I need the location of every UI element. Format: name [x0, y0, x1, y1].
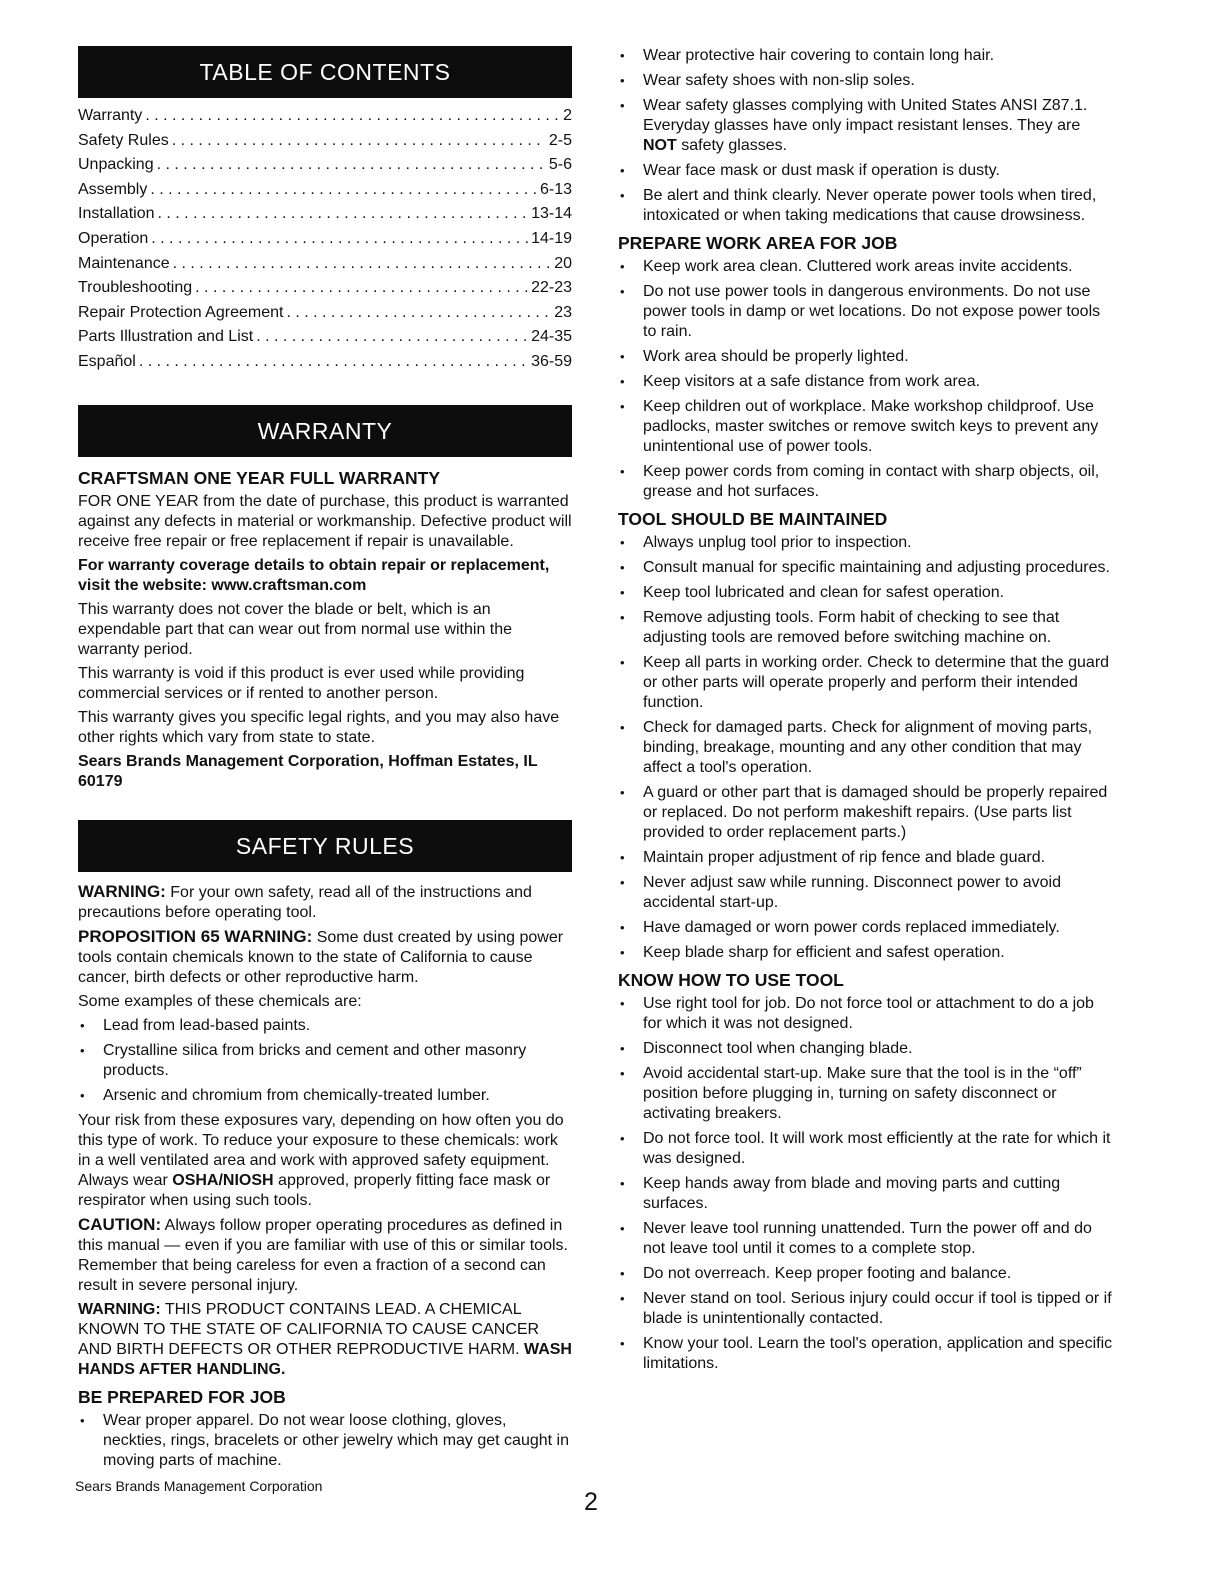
toc-entry-label: Operation — [78, 229, 149, 247]
toc-entry-label: Parts Illustration and List — [78, 328, 254, 346]
toc-entry — [78, 301, 572, 326]
warranty-paragraph-3: This warranty does not cover the blade or belt, which is an expendable part that can wear out from normal use within the warranty period. — [78, 600, 513, 658]
list-item: • Arsenic and chromium from chemically-treated lumber. — [78, 1086, 572, 1106]
caution-paragraph — [78, 1215, 572, 1296]
list-item — [618, 96, 1113, 156]
toc-entry — [78, 350, 572, 375]
list-item: • Know your tool. Learn the tool's operation, application and specific limitations. — [618, 1334, 1113, 1374]
list-item: • Keep all parts in working order. Check to determine that the guard or other parts will operate properly and perform their intended function. — [618, 653, 1113, 713]
risk-bold: OSHA/NIOSH — [172, 1171, 274, 1189]
toc-leader-dots — [150, 178, 537, 203]
list-item: • A guard or other part that is damaged should be properly repaired or replaced. Do not perform makeshift repairs. (Use parts list provided to order replacement parts.) — [618, 783, 1113, 843]
warranty-heading: CRAFTSMAN ONE YEAR FULL WARRANTY — [78, 467, 440, 488]
lead-warning — [78, 1300, 572, 1380]
list-item: • Keep hands away from blade and moving parts and cutting surfaces. — [618, 1174, 1113, 1214]
list-item: • Maintain proper adjustment of rip fence and blade guard. — [618, 848, 1113, 868]
lead-warning-label: WARNING: — [78, 1300, 161, 1318]
list-item: • Keep children out of workplace. Make workshop childproof. Use padlocks, master switches or remove switch keys to prevent any unintentional use of power tools. — [618, 397, 1113, 457]
toc-list — [78, 104, 572, 375]
list-item: • Consult manual for specific maintaining and adjusting procedures. — [618, 558, 1113, 578]
safety-rules-banner: SAFETY RULES — [78, 820, 572, 872]
list-item: • Never leave tool running unattended. Turn the power off and do not leave tool until it comes to a complete stop. — [618, 1219, 1113, 1259]
toc-entry-page: 20 — [554, 254, 572, 272]
lead-warning-bold: WASH HANDS AFTER HANDLING. — [78, 1340, 572, 1378]
list-item: • Keep work area clean. Cluttered work areas invite accidents. — [618, 257, 1113, 277]
toc-leader-dots — [195, 276, 528, 301]
prop65-warning — [78, 927, 572, 988]
toc-entry-page: 6-13 — [539, 180, 572, 198]
toc-leader-dots — [286, 301, 551, 326]
toc-entry-page: 2 — [563, 107, 572, 124]
toc-entry-label: Installation — [78, 205, 155, 223]
list-item: • Crystalline silica from bricks and cement and other masonry products. — [78, 1041, 572, 1081]
toc-entry — [78, 129, 572, 154]
list-item: • Do not use power tools in dangerous environments. Do not use power tools in damp or wet locations. Do not expose power tools to rain. — [618, 282, 1113, 342]
toc-entry — [78, 276, 572, 301]
be-prepared-heading: BE PREPARED FOR JOB — [78, 1386, 286, 1407]
toc-leader-dots — [157, 153, 546, 178]
list-item: • Have damaged or worn power cords replaced immediately. — [618, 918, 1113, 938]
toc-entry — [78, 252, 572, 277]
risk-text-b: approved, properly fitting face mask or respirator when using such tools. — [78, 1171, 551, 1209]
be-prepared-list-right-2 — [618, 161, 1113, 226]
toc-entry-label: Warranty — [78, 107, 143, 124]
risk-text-a: Your risk from these exposures vary, depending on how often you do this type of work. To reduce your exposure to these chemicals: work in a well ventilated area and work with approved safety equipment. Always wear — [78, 1111, 564, 1189]
list-item: • Do not force tool. It will work most efficiently at the rate for which it was designed. — [618, 1129, 1113, 1169]
safety-glasses-list — [618, 96, 1113, 156]
examples-intro: Some examples of these chemicals are: — [78, 992, 362, 1010]
warning-label: WARNING: — [78, 881, 166, 901]
toc-leader-dots — [256, 325, 528, 350]
toc-entry-page: 5-6 — [548, 156, 572, 174]
toc-entry — [78, 202, 572, 227]
toc-entry-label: Maintenance — [78, 254, 170, 272]
list-item: • Keep power cords from coming in contact with sharp objects, oil, grease and hot surfaces. — [618, 462, 1113, 502]
be-prepared-list-right — [618, 46, 1113, 91]
toc-leader-dots — [151, 227, 528, 252]
warranty-paragraph-1: FOR ONE YEAR from the date of purchase, this product is warranted against any defects in material or workmanship. Defective product will receive free repair or free replacement if repair is unavailable. — [78, 492, 572, 550]
toc-entry-page: 24-35 — [531, 328, 572, 346]
list-item: • Remove adjusting tools. Form habit of checking to see that adjusting tools are removed before switching machine on. — [618, 608, 1113, 648]
toc-entry-label: Safety Rules — [78, 131, 169, 149]
toc-entry-page: 2-5 — [548, 131, 572, 149]
list-item: • Check for damaged parts. Check for alignment of moving parts, binding, breakage, mounting and any other condition that may affect a tool's operation. — [618, 718, 1113, 778]
page-number: 2 — [584, 1488, 598, 1516]
list-item: • Never stand on tool. Serious injury could occur if tool is tipped or if blade is unintentionally contacted. — [618, 1289, 1113, 1329]
list-item: • Wear safety shoes with non-slip soles. — [618, 71, 1113, 91]
toc-entry-page: 36-59 — [531, 352, 572, 370]
warranty-paragraph-5: This warranty gives you specific legal rights, and you may also have other rights which vary from state to state. — [78, 708, 560, 746]
toc-entry-label: Español — [78, 352, 136, 370]
work-area-heading: PREPARE WORK AREA FOR JOB — [618, 233, 898, 253]
toc-entry-label: Troubleshooting — [78, 279, 193, 297]
list-item: • Keep visitors at a safe distance from work area. — [618, 372, 1113, 392]
be-prepared-list-left — [78, 1411, 572, 1471]
toc-entry — [78, 325, 572, 350]
list-item: • Do not overreach. Keep proper footing and balance. — [618, 1264, 1113, 1284]
warning-text: For your own safety, read all of the instructions and precautions before operating tool. — [78, 883, 532, 921]
warranty-banner: WARRANTY — [78, 405, 572, 457]
toc-leader-dots — [145, 104, 560, 129]
toc-entry-label: Unpacking — [78, 156, 154, 174]
toc-entry-page: 14-19 — [531, 229, 572, 247]
caution-label: CAUTION: — [78, 1214, 162, 1234]
toc-entry — [78, 178, 572, 203]
list-item: • Always unplug tool prior to inspection. — [618, 533, 1113, 553]
toc-leader-dots — [158, 202, 529, 227]
warranty-coverage-note: For warranty coverage details to obtain repair or replacement, visit the website: www.craftsman.com — [78, 556, 550, 594]
list-item: • Never adjust saw while running. Disconnect power to avoid accidental start-up. — [618, 873, 1113, 913]
toc-entry-label: Repair Protection Agreement — [78, 303, 284, 321]
list-item: • Wear protective hair covering to contain long hair. — [618, 46, 1113, 66]
list-item: • Wear face mask or dust mask if operation is dusty. — [618, 161, 1113, 181]
list-item: • Work area should be properly lighted. — [618, 347, 1113, 367]
list-item: • Keep blade sharp for efficient and safest operation. — [618, 943, 1113, 963]
maintained-list — [618, 533, 1113, 963]
list-item: • Keep tool lubricated and clean for safest operation. — [618, 583, 1113, 603]
list-item: • Disconnect tool when changing blade. — [618, 1039, 1113, 1059]
toc-entry-page: 23 — [554, 303, 572, 321]
work-area-list — [618, 257, 1113, 502]
toc-entry — [78, 153, 572, 178]
maintained-heading: TOOL SHOULD BE MAINTAINED — [618, 509, 888, 529]
footer-company: Sears Brands Management Corporation — [75, 1478, 323, 1494]
toc-leader-dots — [172, 129, 546, 154]
risk-paragraph — [78, 1111, 572, 1211]
glasses-bold: NOT — [643, 137, 677, 154]
list-item: • Wear proper apparel. Do not wear loose clothing, gloves, neckties, rings, bracelets or other jewelry which may get caught in moving parts of machine. — [78, 1411, 572, 1471]
prop65-label: PROPOSITION 65 WARNING: — [78, 926, 313, 946]
lead-warning-text: THIS PRODUCT CONTAINS LEAD. A CHEMICAL KNOWN TO THE STATE OF CALIFORNIA TO CAUSE CANCER AND BIRTH DEFECTS OR OTHER REPRODUCTIVE HARM. — [78, 1300, 540, 1358]
list-item: • Lead from lead-based paints. — [78, 1016, 572, 1036]
warranty-address: Sears Brands Management Corporation, Hoffman Estates, IL 60179 — [78, 752, 538, 790]
right-column — [618, 46, 1113, 1379]
toc-banner: TABLE OF CONTENTS — [78, 46, 572, 98]
list-item: • Be alert and think clearly. Never operate power tools when tired, intoxicated or when taking medications that cause drowsiness. — [618, 186, 1113, 226]
glasses-text-a: Wear safety glasses complying with United States ANSI Z87.1. Everyday glasses have only impact resistant lenses. They are — [643, 97, 1088, 134]
caution-text: Always follow proper operating procedures as defined in this manual — even if you are familiar with use of this or similar tools. Remember that being careless for even a fraction of a second can result in severe personal injury. — [78, 1216, 568, 1294]
left-column — [78, 46, 572, 1476]
know-how-list — [618, 994, 1113, 1374]
toc-entry-page: 22-23 — [531, 279, 572, 297]
prop65-text: Some dust created by using power tools contain chemicals known to the state of California to cause cancer, birth defects or other reproductive harm. — [78, 928, 564, 986]
toc-entry — [78, 104, 572, 129]
safety-warning — [78, 882, 572, 923]
chemical-examples-list — [78, 1016, 572, 1106]
list-item: • Use right tool for job. Do not force tool or attachment to do a job for which it was not designed. — [618, 994, 1113, 1034]
know-how-heading: KNOW HOW TO USE TOOL — [618, 970, 844, 990]
list-item: • Avoid accidental start-up. Make sure that the tool is in the “off” position before plugging in, turning on safety disconnect or activating breakers. — [618, 1064, 1113, 1124]
toc-entry-label: Assembly — [78, 180, 148, 198]
toc-leader-dots — [139, 350, 528, 375]
toc-entry — [78, 227, 572, 252]
warranty-paragraph-4: This warranty is void if this product is ever used while providing commercial services or if rented to another person. — [78, 664, 525, 702]
toc-entry-page: 13-14 — [531, 205, 572, 223]
toc-leader-dots — [173, 252, 552, 277]
glasses-text-b: safety glasses. — [676, 137, 788, 154]
